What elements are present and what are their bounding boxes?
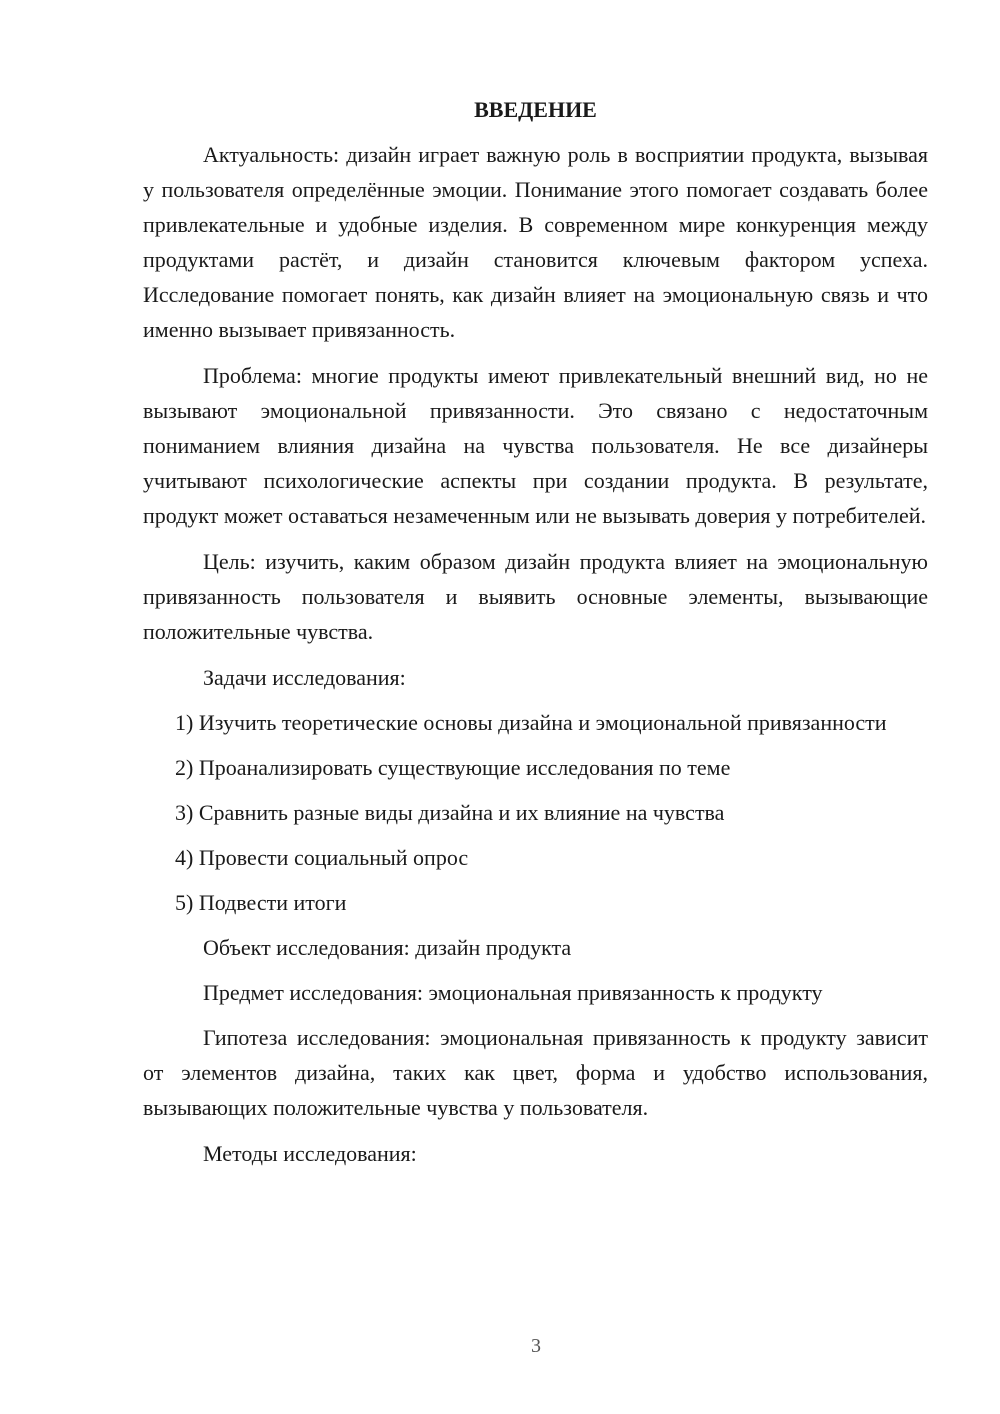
task-item: 4) Провести социальный опрос <box>175 845 469 870</box>
research-subject: Предмет исследования: эмоциональная привязанность к продукту <box>203 980 823 1005</box>
tasks-list <box>143 705 928 920</box>
task-item: 3) Сравнить разные виды дизайна и их влияние на чувства <box>175 800 725 825</box>
task-item: 1) Изучить теоретические основы дизайна и эмоциональной привязанности <box>175 710 887 735</box>
task-item: 5) Подвести итоги <box>175 890 347 915</box>
document-page <box>143 92 928 1181</box>
section-heading: ВВЕДЕНИЕ <box>474 97 597 122</box>
paragraph-problem: Проблема: многие продукты имеют привлекательный внешний вид, но не вызывают эмоциональной привязанности. Это связано с недостаточным пониманием влияния дизайна на чувства пользователя. Не все дизайнеры учитывают психологические аспекты при создании продукта. В результате, продукт может оставаться незамеченным или не вызывать доверия у потребителей. <box>143 363 928 528</box>
research-object: Объект исследования: дизайн продукта <box>203 935 572 960</box>
paragraph-relevance: Актуальность: дизайн играет важную роль в восприятии продукта, вызывая у пользователя определённые эмоции. Понимание этого помогает создавать более привлекательные и удобные изделия. В современном мире конкуренция между продуктами растёт, и дизайн становится ключевым фактором успеха. Исследование помогает понять, как дизайн влияет на эмоциональную связь и что именно вызывает привязанность. <box>143 142 928 342</box>
paragraph-goal: Цель: изучить, каким образом дизайн продукта влияет на эмоциональную привязанность пользователя и выявить основные элементы, вызывающие положительные чувства. <box>143 549 928 644</box>
research-methods: Методы исследования: <box>203 1141 417 1166</box>
tasks-title: Задачи исследования: <box>203 665 406 690</box>
paragraph-hypothesis: Гипотеза исследования: эмоциональная привязанность к продукту зависит от элементов дизайна, таких как цвет, форма и удобство использования, вызывающих положительные чувства у пользователя. <box>143 1025 928 1120</box>
task-item: 2) Проанализировать существующие исследования по теме <box>175 755 731 780</box>
page-number: 3 <box>531 1335 541 1357</box>
